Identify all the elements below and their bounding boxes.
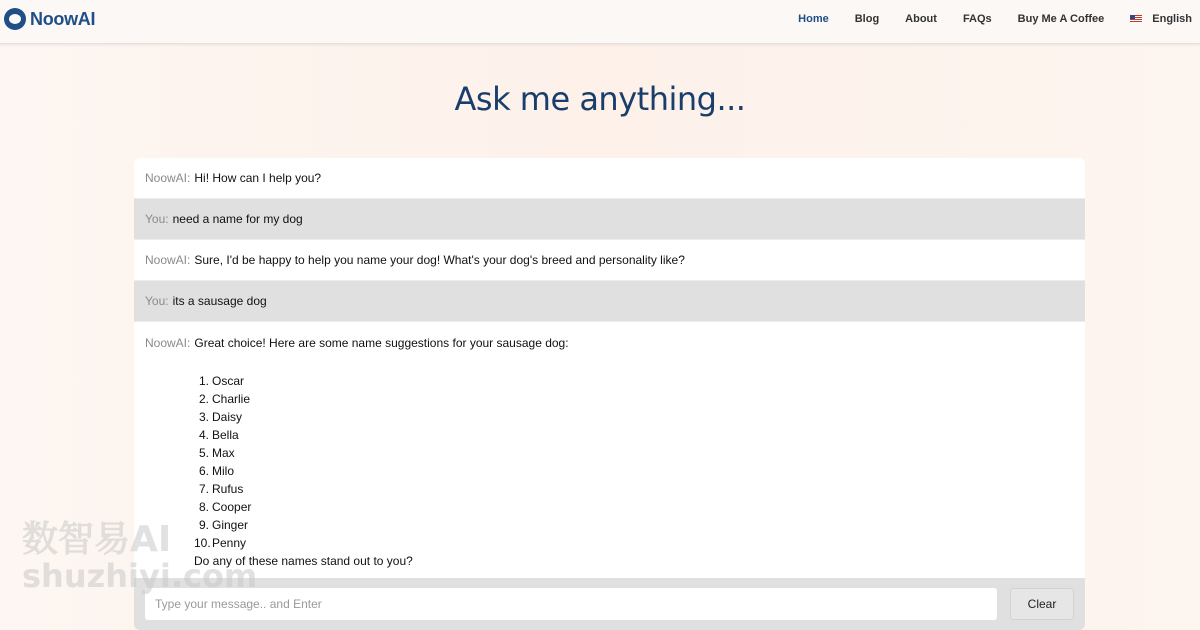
logo-text: NoowAI [30, 8, 96, 29]
message-text: Hi! How can I help you? [194, 171, 322, 185]
nav-buy-me-a-coffee[interactable]: Buy Me A Coffee [1017, 13, 1105, 25]
chat-log [134, 158, 1085, 584]
nav-about[interactable]: About [905, 13, 937, 25]
list-item: 1. Oscar [198, 374, 245, 388]
list-item: 8. Cooper [198, 500, 252, 514]
message-text: need a name for my dog [172, 212, 303, 226]
list-item: 2. Charlie [198, 392, 251, 406]
nav-home[interactable]: Home [798, 13, 829, 25]
speaker-label: You: [145, 294, 169, 308]
chat-message-ai [134, 240, 1085, 281]
closing-question: Do any of these names stand out to you? [194, 554, 413, 568]
chat-message-user [134, 281, 1085, 322]
list-item: 6. Milo [198, 464, 235, 478]
list-item: 10. Penny [194, 536, 247, 550]
chat-message-ai [134, 158, 1085, 199]
logo[interactable] [4, 8, 95, 30]
message-text: its a sausage dog [172, 294, 267, 308]
message-text: Great choice! Here are some name suggestions for your sausage dog: [194, 336, 569, 350]
page-title: Ask me anything... [454, 80, 746, 118]
list-item: 4. Bella [198, 428, 239, 442]
watermark-line-2: shuzhiyi.com [22, 557, 258, 595]
message-text: Sure, I'd be happy to help you name your dog! What's your dog's breed and personality like? [194, 253, 685, 267]
language-label: English [1152, 13, 1192, 25]
watermark-line-1: 数智易AI [22, 519, 172, 560]
speaker-label: NoowAI: [145, 336, 191, 350]
language-selector[interactable] [1130, 13, 1192, 25]
watermark [22, 519, 258, 595]
chat-message-ai [134, 322, 1085, 584]
chat-message-user [134, 199, 1085, 240]
list-item: 9. Ginger [198, 518, 249, 532]
list-item: 5. Max [198, 446, 235, 460]
clear-button[interactable]: Clear [1010, 588, 1074, 620]
speaker-label: NoowAI: [145, 253, 191, 267]
name-suggestions-list [145, 372, 1074, 552]
us-flag-icon [1130, 15, 1142, 23]
nav-blog[interactable]: Blog [854, 13, 880, 25]
nav-faqs[interactable]: FAQs [962, 13, 992, 25]
logo-icon [4, 8, 26, 30]
message-input[interactable] [145, 588, 997, 620]
main-nav [772, 13, 1192, 25]
speaker-label: NoowAI: [145, 171, 191, 185]
top-navbar [0, 0, 1200, 44]
list-item: 7. Rufus [198, 482, 244, 496]
speaker-label: You: [145, 212, 169, 226]
list-item: 3. Daisy [198, 410, 243, 424]
input-bar [134, 578, 1085, 630]
